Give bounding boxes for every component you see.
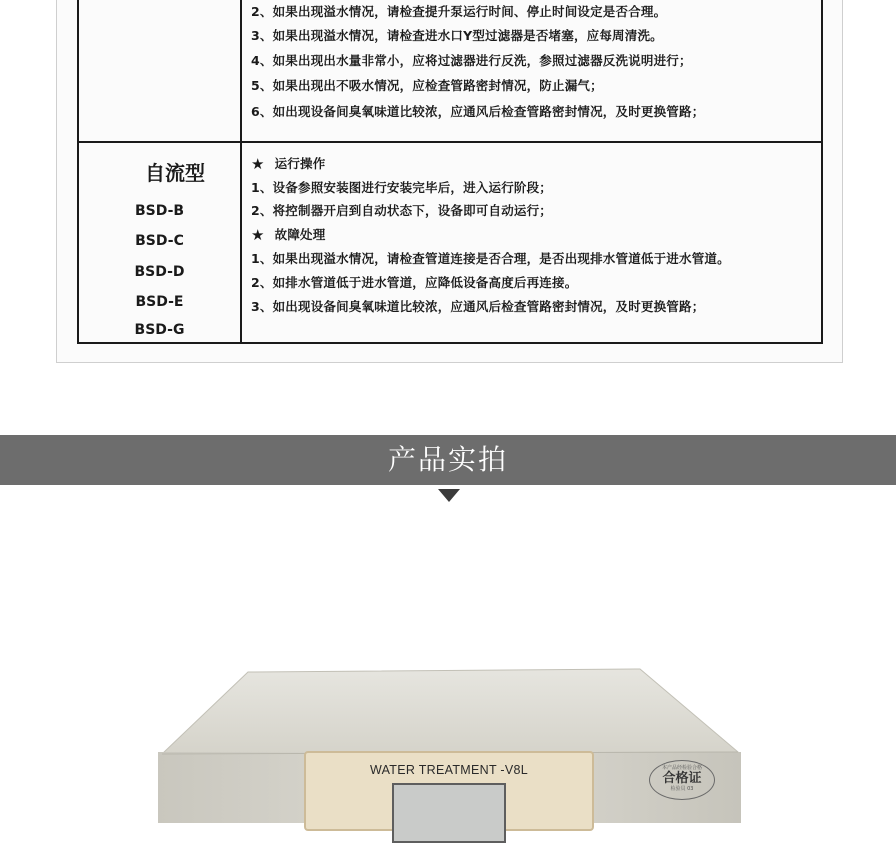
row-divider — [79, 141, 821, 143]
down-arrow-icon — [438, 489, 460, 502]
instruction-table — [77, 0, 823, 344]
section-heading-fault — [251, 226, 325, 244]
section-banner — [0, 435, 896, 485]
operation-line: 2、将控制器开启到自动状态下，设备即可自动运行； — [251, 203, 552, 218]
operation-line: 1、设备参照安装图进行安装完毕后，进入运行阶段； — [251, 180, 552, 195]
fault-line: 3、如出现设备间臭氧味道比较浓，应通风后检查管路密封情况，及时更换管路； — [251, 299, 705, 314]
section-heading-label: 运行操作 — [274, 156, 326, 171]
model-label: BSD-C — [135, 233, 184, 249]
troubleshoot-line: 2、如果出现溢水情况，请检查提升泵运行时间、停止时间设定是否合理。 — [251, 4, 667, 19]
column-divider — [240, 0, 242, 342]
seal-top-text: 本产品经检验合格 — [661, 765, 702, 771]
control-panel-label — [304, 751, 594, 831]
troubleshoot-line: 4、如果出现出水量非常小，应将过滤器进行反洗，参照过滤器反洗说明进行； — [251, 53, 692, 68]
star-icon: ★ — [251, 155, 265, 173]
model-label: BSD-E — [135, 294, 184, 310]
seal-bottom-text: 检验员 03 — [670, 786, 694, 792]
troubleshoot-line: 5、如果出现出不吸水情况，应检查管路密封情况，防止漏气； — [251, 78, 603, 93]
panel-model-text: WATER TREATMENT -V8L — [369, 763, 529, 777]
section-heading-label: 故障处理 — [274, 227, 326, 242]
fault-line: 2、如排水管道低于进水管道，应降低设备高度后再连接。 — [251, 275, 578, 290]
section-heading-operation — [251, 155, 325, 173]
fault-line: 1、如果出现溢水情况，请检查管道连接是否合理，是否出现排水管道低于进水管道。 — [251, 251, 730, 266]
instruction-document — [56, 0, 843, 363]
model-label: BSD-D — [134, 264, 185, 280]
model-label: BSD-G — [134, 322, 185, 338]
seal-main-text: 合格证 — [662, 771, 702, 786]
display-screen — [392, 783, 506, 843]
banner-title: 产品实拍 — [387, 443, 508, 476]
troubleshoot-line: 6、如出现设备间臭氧味道比较浓，应通风后检查管路密封情况，及时更换管路； — [251, 104, 705, 119]
troubleshoot-line: 3、如果出现溢水情况，请检查进水口Y型过滤器是否堵塞，应每周清洗。 — [251, 28, 663, 43]
model-label: BSD-B — [134, 203, 185, 219]
type-title: 自流型 — [145, 161, 205, 185]
qualified-certificate-seal — [649, 760, 715, 800]
device-top-surface — [162, 669, 738, 754]
star-icon: ★ — [251, 226, 265, 244]
